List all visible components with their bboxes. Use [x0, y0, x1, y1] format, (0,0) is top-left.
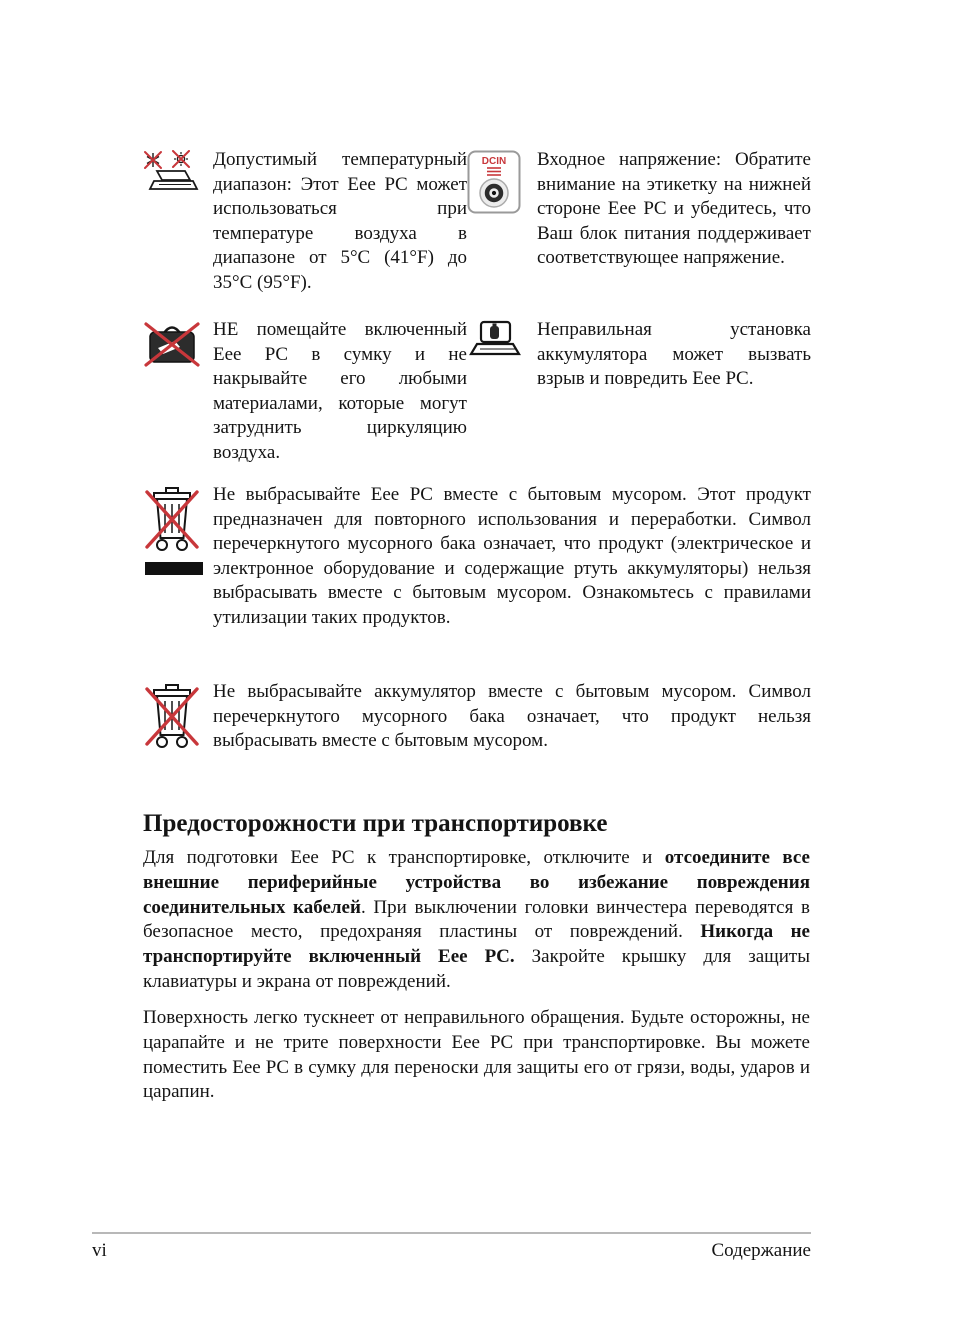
crossed-wheelie-bin-icon [143, 680, 213, 750]
footer-rule [92, 1232, 811, 1234]
notice-weee [143, 483, 811, 631]
temperature-range-warning-icon [143, 148, 213, 198]
laptop-battery-icon [467, 318, 537, 370]
notice-weee-text: Не выбрасывайте Eee PC вместе с бытовым мусором. Этот продукт предназначен для повторного использования и переработки. Символ перечеркнутого мусорного бака означает, что продукт (электрическое и электронное оборудование и содержащие ртуть аккумуляторы) нельзя выбрасывать вместе с бытовым мусором. Ознакомьтесь с правилами утилизации таких продуктов. [213, 484, 811, 628]
notice-temperature-text: Допустимый температурный диапазон: Этот Eee PC может использоваться при температуре воздуха в диапазоне от 5°C (41°F) до 35°C (95°F). [213, 149, 467, 293]
notice-battery-text: Неправильная установка аккумулятора может вызвать взрыв и повредить Eee PC. [537, 319, 811, 390]
dc-in-plug-icon [467, 148, 537, 214]
notice-battery-disposal [143, 680, 811, 754]
notice-row-2 [143, 318, 811, 466]
section-title: Предосторожности при транспортировке [143, 810, 608, 837]
crossed-carry-bag-icon [143, 318, 213, 368]
notice-battery-disposal-text: Не выбрасывайте аккумулятор вместе с бытовым мусором. Символ перечеркнутого мусорного бака означает, что продукт нельзя выбрасывать вместе с бытовым мусором. [213, 681, 811, 752]
notice-battery [467, 318, 811, 392]
notice-bag-text: НЕ помещайте включенный Eee PC в сумку и не накрывайте его любыми материалами, которые могут затруднить циркуляцию воздуха. [213, 319, 467, 463]
notice-voltage [467, 148, 811, 271]
page-number: vi [92, 1240, 107, 1261]
footer [92, 1240, 811, 1262]
weee-black-bar [145, 562, 203, 575]
footer-section-label: Содержание [711, 1240, 811, 1261]
notice-row-1 [143, 148, 811, 296]
transport-paragraph-2: Поверхность легко тускнеет от неправильного обращения. Будьте осторожны, не царапайте и не трите поверхности Eee PC при транспортировке. Вы можете поместить Eee PC в сумку для переноски для защиты его от грязи, воды, ударов и царапин. [143, 1007, 810, 1103]
notice-temperature [143, 148, 467, 296]
notice-voltage-text: Входное напряжение: Обратите внимание на этикетку на нижней стороне Eee PC и убедитесь, что Ваш блок питания поддерживает соответствующее напряжение. [537, 149, 811, 269]
dcin-label: DCIN [481, 156, 507, 167]
notice-bag [143, 318, 467, 466]
crossed-wheelie-bin-icon [143, 483, 213, 575]
transport-paragraph-1: Для подготовки Eee PC к транспортировке, отключите и отсоедините все внешние периферийные устройства во избежание повреждения соединительных кабелей. При выключении головки винчестера переводятся в безопасное место, предохраняя пластины от повреждений. Никогда не транспортируйте включенный Eee PC. Закройте крышку для защиты клавиатуры и экрана от повреждений. [143, 847, 810, 992]
